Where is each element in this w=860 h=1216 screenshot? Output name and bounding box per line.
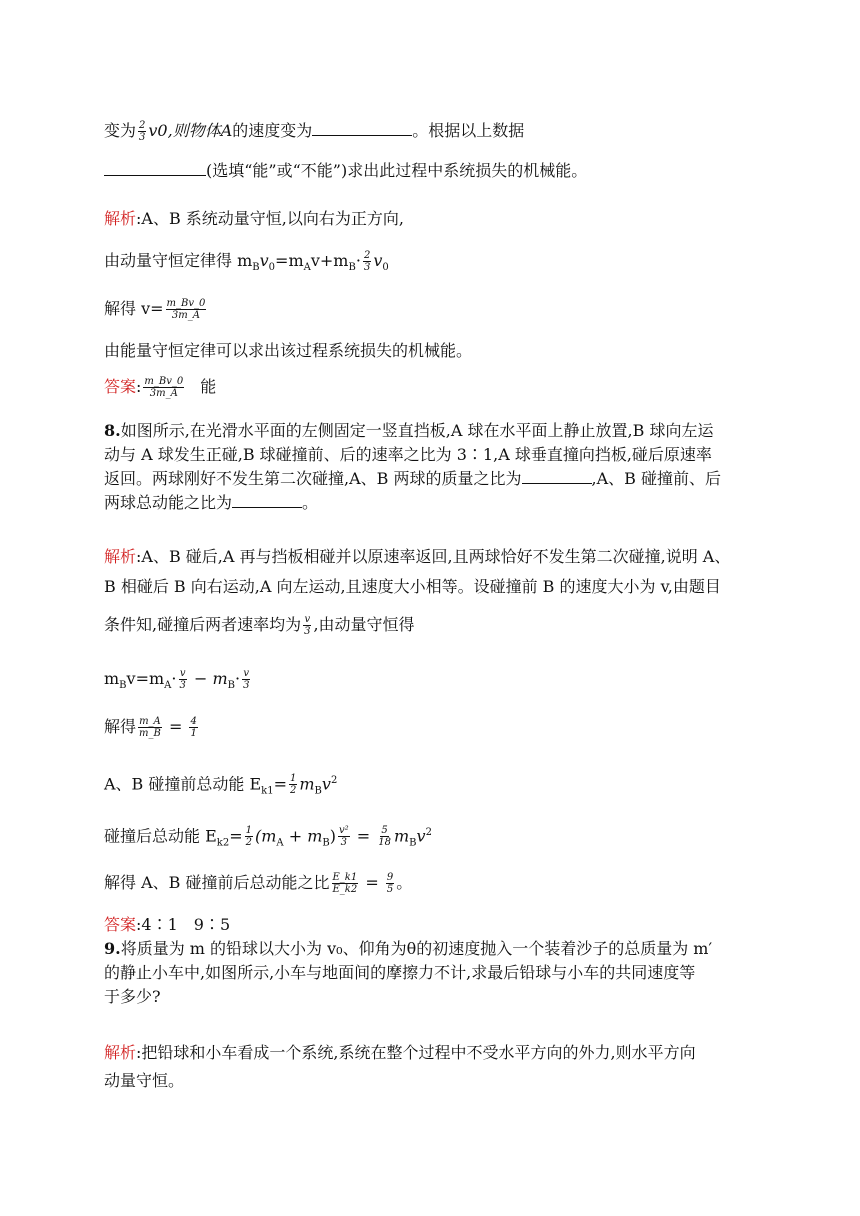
question-9-line2: 的静止小车中,如图所示,小车与地面间的摩擦力不计,求最后铅球与小车的共同速度等 [104, 963, 696, 982]
fraction: $\frac{1}{2}$ [245, 825, 252, 849]
text: v0,则物体 [148, 121, 221, 140]
answer-blank [104, 161, 206, 176]
text: :A、B 系统动量守恒,以向右为正方向, [136, 209, 404, 228]
fraction: $\frac{v}{3}$ [304, 614, 311, 637]
fraction: $\frac{2}{3}$ [363, 250, 371, 273]
question-9-line1: 9.将质量为 m 的铅球以大小为 v₀、仰角为θ的初速度抛入一个装着沙子的总质量为 m′ [104, 939, 713, 958]
solution-8-line7: 碰撞后总动能 $E_{k2}=$ $\frac{1}{2}$ $(m_A + m_B)$ $\frac{\text{v²}}{3}$ = $\frac{5}{18}$ $m_Bv^2$ [104, 825, 432, 849]
answer-blank [232, 493, 302, 508]
solution-8-line6: A、B 碰撞前总动能 $E_{k1}=$ $\frac{1}{2}$ $m_Bv^2$ [104, 773, 338, 797]
fraction: $\frac{v}{3}$ [243, 668, 250, 691]
fraction: $\frac{5}{18}$ [378, 825, 391, 849]
fraction: $\frac{m\_Bv\_0}{3m\_A}$ [166, 298, 206, 321]
text: A [220, 121, 233, 140]
answer-blank [522, 469, 592, 484]
solution-8-line8: 解得 A、B 碰撞前后总动能之比 $\frac{E\_k1}{E\_k2}$ = $\frac{9}{5}$ 。 [104, 872, 413, 895]
answer-8: 答案:4∶1 9∶5 [104, 915, 231, 934]
solution-9-line1: 解析:把铅球和小车看成一个系统,系统在整个过程中不受水平方向的外力,则水平方向 [104, 1043, 696, 1062]
fraction: $\frac{\text{v²}}{3}$ [339, 825, 349, 849]
fraction: $\frac{4}{1}$ [190, 716, 197, 739]
text: (选填“能”或“不能”)求出此过程中系统损失的机械能。 [206, 161, 588, 180]
text: 。根据以上数据 [412, 121, 525, 140]
question-8-line3: 返回。两球刚好不发生第二次碰撞,A、B 两球的质量之比为 ,A、B 碰撞前、后 [104, 469, 721, 488]
solution-8-line4: $m_Bv=m_A\cdot$ $\frac{v}{3}$ − $m_B\cdot$ $\frac{v}{3}$ [104, 668, 250, 692]
fraction: $\frac{v}{3}$ [179, 668, 186, 691]
line-p1 [104, 120, 524, 143]
question-8-line2: 动与 A 球发生正碰,B 球碰撞前、后的速率之比为 3∶1,A 球垂直撞向挡板,碰后原速率 [104, 445, 712, 464]
fraction: $\frac{9}{5}$ [386, 872, 394, 895]
solution-label: 解析 [104, 547, 137, 566]
question-number: 9. [104, 939, 121, 958]
solution-7-line4: 由能量守恒定律可以求出该过程系统损失的机械能。 [104, 341, 473, 360]
solution-8-line2: B 相碰后 B 向右运动,A 向左运动,且速度大小相等。设碰撞前 B 的速度大小为 v,由题目 [104, 577, 721, 596]
fraction: $\frac{m\_A}{m\_B}$ [139, 716, 161, 739]
question-number: 8. [104, 421, 121, 440]
answer-blank [312, 121, 412, 136]
text: 的速度变为 [232, 121, 313, 140]
solution-8-line3: 条件知,碰撞后两者速率均为 $\frac{v}{3}$ ,由动量守恒得 [104, 614, 415, 637]
solution-7-line2: 由动量守恒定律得 $m_Bv_0=m_Av+m_B\cdot$ $\frac{2}{3}$ $v_0$ [104, 250, 389, 274]
answer-label: 答案 [104, 377, 137, 396]
solution-8-line5: 解得 $\frac{m\_A}{m\_B}$ = $\frac{4}{1}$ [104, 716, 197, 739]
question-8-line4: 两球总动能之比为 。 [104, 493, 319, 512]
answer-7: 答案: $\frac{m\_Bv\_0}{3m\_A}$ 能 [104, 376, 217, 399]
answer-label: 答案 [104, 915, 137, 934]
text: 变为 [104, 121, 137, 140]
fraction: $\frac{E\_k1}{E\_k2}$ [332, 872, 358, 895]
question-8-line1: 8.如图所示,在光滑水平面的左侧固定一竖直挡板,A 球在水平面上静止放置,B 球向左运 [104, 421, 714, 440]
solution-7-line3: 解得 v= $\frac{m\_Bv\_0}{3m\_A}$ [104, 298, 206, 321]
line-p2 [104, 160, 587, 182]
fraction: $\frac{m\_Bv\_0}{3m\_A}$ [144, 376, 184, 399]
solution-label: 解析 [104, 1043, 137, 1062]
solution-9-line2: 动量守恒。 [104, 1071, 185, 1090]
solution-7-line1 [104, 208, 404, 230]
fraction: $\frac{1}{2}$ [290, 773, 297, 797]
question-9-line3: 于多少? [104, 987, 161, 1006]
solution-label: 解析 [104, 209, 137, 228]
fraction: $\frac{2}{3}$ [139, 120, 146, 143]
solution-8-line1: 解析:A、B 碰后,A 再与挡板相碰并以原速率返回,且两球恰好不发生第二次碰撞,说明 A、 [104, 547, 731, 566]
